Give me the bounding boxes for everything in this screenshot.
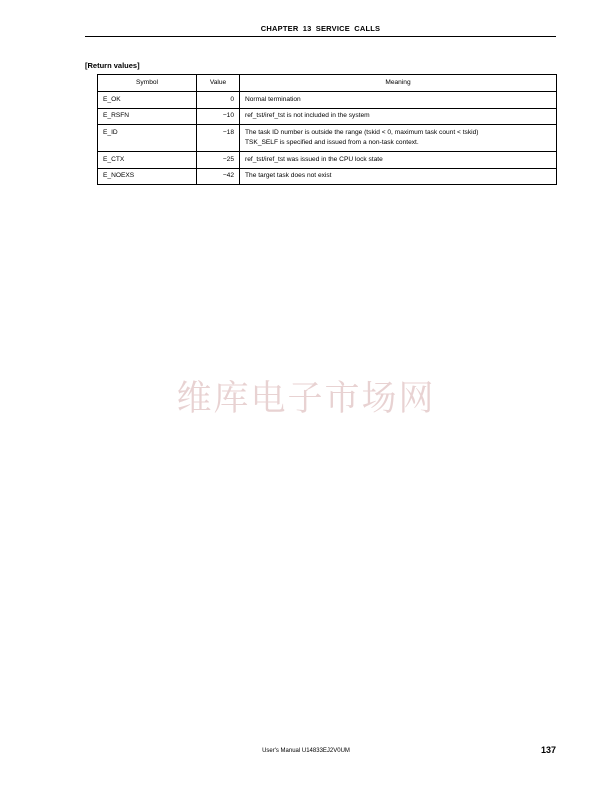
symbol-cell: E_OK <box>98 92 197 109</box>
value-cell: 0 <box>197 92 240 109</box>
meaning-cell <box>240 92 557 109</box>
section-title: [Return values] <box>85 61 140 70</box>
meaning-cell <box>240 168 557 185</box>
table-row <box>98 125 557 152</box>
symbol-cell: E_RSFN <box>98 108 197 125</box>
column-header-symbol: Symbol <box>98 75 197 92</box>
table-header-row <box>98 75 557 92</box>
meaning-text: The task ID number is outside the range (tskid < 0, maximum task count < tskid) <box>245 128 479 136</box>
value-cell: −10 <box>197 108 240 125</box>
page-number: 137 <box>540 745 556 755</box>
symbol-cell: E_CTX <box>98 152 197 169</box>
table-row <box>98 152 557 169</box>
symbol-cell: E_NOEXS <box>98 168 197 185</box>
chapter-header: CHAPTER 13 SERVICE CALLS <box>260 24 381 33</box>
footer-manual-id: User's Manual U14833EJ2V0UM <box>262 748 350 754</box>
table-row <box>98 108 557 125</box>
meaning-cell <box>240 152 557 169</box>
meaning-text: TSK_SELF is specified and issued from a non-task context. <box>245 139 419 146</box>
meaning-text: Normal termination <box>245 95 301 103</box>
table-row <box>98 168 557 185</box>
symbol-cell: E_ID <box>98 125 197 152</box>
meaning-cell <box>240 125 557 152</box>
column-header-meaning: Meaning <box>240 75 557 92</box>
meaning-text: ref_tst/iref_tst was issued in the CPU lock state <box>245 155 383 163</box>
value-cell: −42 <box>197 168 240 185</box>
header-rule <box>85 36 556 37</box>
return-values-table <box>97 74 557 185</box>
value-cell: −18 <box>197 125 240 152</box>
watermark: 维库电子市场网 <box>176 379 436 419</box>
column-header-value: Value <box>197 75 240 92</box>
value-cell: −25 <box>197 152 240 169</box>
meaning-text: ref_tst/iref_tst is not included in the system <box>245 112 370 119</box>
meaning-text: The target task does not exist <box>245 172 332 179</box>
meaning-cell <box>240 108 557 125</box>
table-row <box>98 92 557 109</box>
